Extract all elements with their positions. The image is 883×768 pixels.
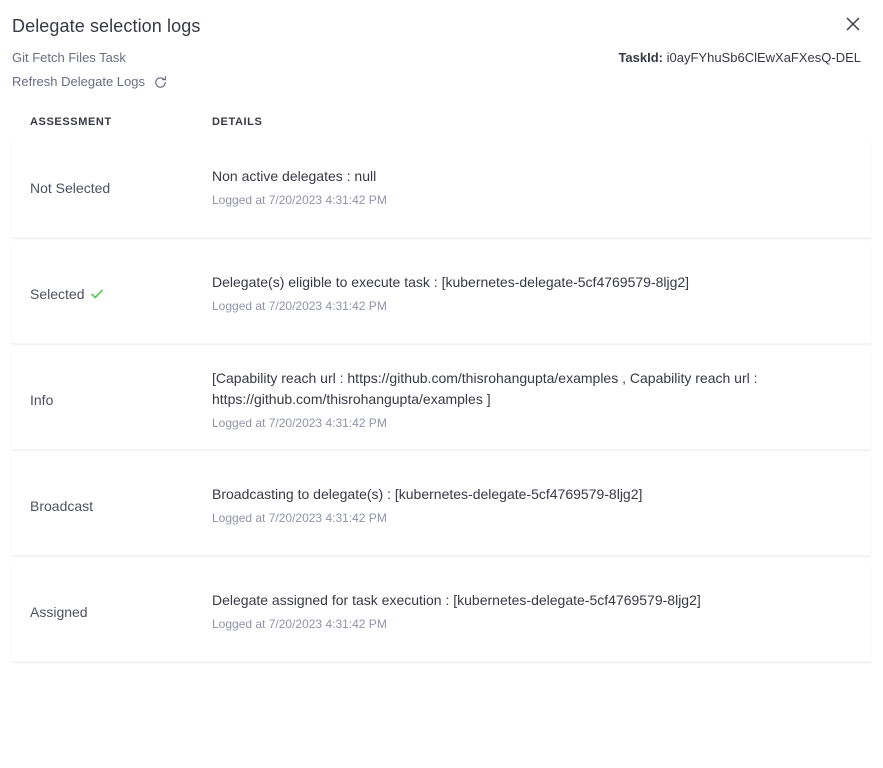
table-header-row xyxy=(12,116,871,138)
details-timestamp: Logged at 7/20/2023 4:31:42 PM xyxy=(212,193,387,207)
task-name: Git Fetch Files Task xyxy=(12,50,126,65)
assessment-label: Selected xyxy=(30,285,85,302)
task-id-value: i0ayFYhuSb6ClEwXaFXesQ-DEL xyxy=(666,50,861,65)
details-message: Delegate(s) eligible to execute task : [kubernetes-delegate-5cf4769579-8ljg2] xyxy=(212,274,690,290)
details-cell xyxy=(212,590,853,633)
refresh-icon[interactable] xyxy=(153,75,168,90)
assessment-cell xyxy=(30,390,212,410)
table-row[interactable] xyxy=(12,562,871,662)
details-cell xyxy=(212,484,853,527)
refresh-label: Refresh Delegate Logs xyxy=(12,74,145,89)
details-message: [Capability reach url : https://github.com/thisrohangupta/examples , Capability reach url : https://github.com/thisrohangupta/examples ] xyxy=(212,369,758,407)
modal-header xyxy=(0,0,883,38)
assessment-label: Info xyxy=(30,391,54,408)
subheader-left xyxy=(12,50,168,90)
close-icon[interactable] xyxy=(841,12,865,36)
details-timestamp: Logged at 7/20/2023 4:31:42 PM xyxy=(212,511,387,525)
subheader xyxy=(0,38,883,90)
page-title: Delegate selection logs xyxy=(12,16,201,36)
table-row[interactable] xyxy=(12,244,871,344)
assessment-cell xyxy=(30,178,212,198)
table-row[interactable] xyxy=(12,350,871,450)
details-timestamp: Logged at 7/20/2023 4:31:42 PM xyxy=(212,617,387,631)
details-timestamp: Logged at 7/20/2023 4:31:42 PM xyxy=(212,415,387,430)
details-cell xyxy=(212,166,853,209)
table-row[interactable] xyxy=(12,138,871,238)
details-cell xyxy=(212,368,853,432)
details-message: Delegate assigned for task execution : [kubernetes-delegate-5cf4769579-8ljg2] xyxy=(212,592,701,608)
details-message: Broadcasting to delegate(s) : [kubernetes-delegate-5cf4769579-8ljg2] xyxy=(212,486,643,502)
assessment-label: Assigned xyxy=(30,603,88,620)
table-row[interactable] xyxy=(12,456,871,556)
delegate-logs-table xyxy=(0,116,883,662)
assessment-label: Broadcast xyxy=(30,497,94,514)
check-icon xyxy=(90,287,104,301)
assessment-cell xyxy=(30,284,212,304)
assessment-cell xyxy=(30,602,212,622)
task-id xyxy=(618,50,871,66)
column-header-assessment: ASSESSMENT xyxy=(30,116,112,128)
column-header-details: DETAILS xyxy=(212,116,263,128)
details-cell xyxy=(212,272,853,315)
assessment-label: Not Selected xyxy=(30,179,111,196)
assessment-cell xyxy=(30,496,212,516)
task-id-label: TaskId: xyxy=(618,50,664,65)
details-message: Non active delegates : null xyxy=(212,168,377,184)
refresh-delegate-logs-button[interactable] xyxy=(12,74,168,90)
details-timestamp: Logged at 7/20/2023 4:31:42 PM xyxy=(212,299,387,313)
